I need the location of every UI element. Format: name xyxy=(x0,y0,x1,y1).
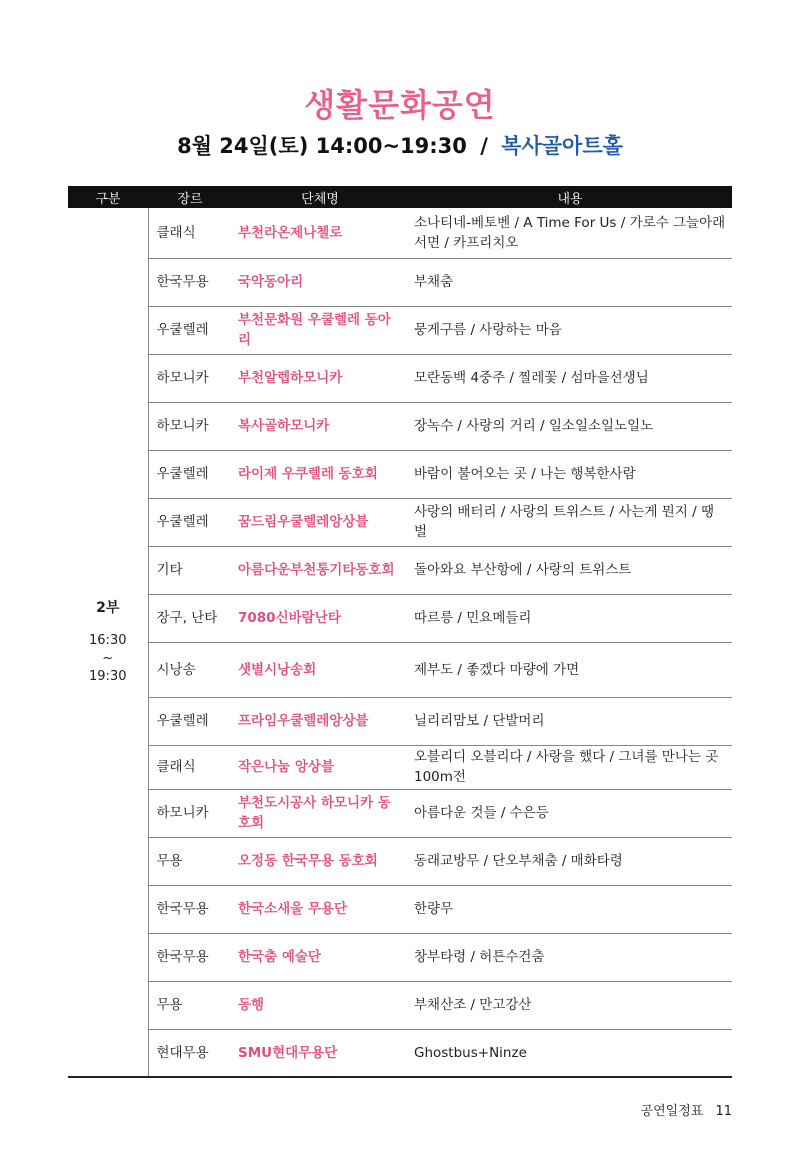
genre-cell: 하모니카 xyxy=(148,402,232,450)
group-name-cell: SMU현대무용단 xyxy=(232,1029,408,1077)
event-venue: 복사골아트홀 xyxy=(501,134,623,158)
genre-cell: 한국무용 xyxy=(148,258,232,306)
content-cell: 뭉게구름 / 사랑하는 마음 xyxy=(408,306,732,354)
group-name-cell: 오정동 한국무용 동호회 xyxy=(232,837,408,885)
genre-cell: 하모니카 xyxy=(148,354,232,402)
table-row xyxy=(68,498,732,546)
group-name-cell: 복사골하모니카 xyxy=(232,402,408,450)
group-name-cell: 부천도시공사 하모니카 동호회 xyxy=(232,789,408,837)
table-row xyxy=(68,933,732,981)
group-name-cell: 라이제 우쿠렐레 동호회 xyxy=(232,450,408,498)
group-name-cell: 한국춤 예술단 xyxy=(232,933,408,981)
page-number: 11 xyxy=(715,1104,732,1119)
content-cell: 사랑의 배터리 / 사랑의 트위스트 / 사는게 뭔지 / 땡벌 xyxy=(408,498,732,546)
group-name-cell: 작은나눔 앙상블 xyxy=(232,745,408,789)
genre-cell: 한국무용 xyxy=(148,933,232,981)
event-date-time: 8월 24일(토) 14:00~19:30 xyxy=(177,134,467,158)
genre-cell: 시낭송 xyxy=(148,642,232,697)
genre-cell: 기타 xyxy=(148,546,232,594)
part-label: 2부 xyxy=(96,600,120,616)
content-cell: 부채춤 xyxy=(408,258,732,306)
table-row xyxy=(68,450,732,498)
genre-cell: 우쿨렐레 xyxy=(148,450,232,498)
content-cell: 닐리리맘보 / 단발머리 xyxy=(408,697,732,745)
genre-cell: 현대무용 xyxy=(148,1029,232,1077)
content-cell: 제부도 / 좋겠다 마량에 가면 xyxy=(408,642,732,697)
group-name-cell: 아름다운부천통기타동호회 xyxy=(232,546,408,594)
table-row xyxy=(68,208,732,258)
table-row xyxy=(68,885,732,933)
footer-label: 공연일정표 xyxy=(640,1104,704,1119)
group-name-cell: 프라임우쿨렐레앙상블 xyxy=(232,697,408,745)
schedule-table xyxy=(68,186,732,1078)
table-row xyxy=(68,789,732,837)
group-name-cell: 부천문화원 우쿨렐레 동아리 xyxy=(232,306,408,354)
group-name-cell: 샛별시낭송회 xyxy=(232,642,408,697)
event-subtitle xyxy=(0,130,800,160)
group-name-cell: 국악동아리 xyxy=(232,258,408,306)
column-header-division: 구분 xyxy=(68,186,148,208)
part-time-tilde: ~ xyxy=(102,651,114,666)
table-row xyxy=(68,697,732,745)
table-row xyxy=(68,258,732,306)
content-cell: Ghostbus+Ninze xyxy=(408,1029,732,1077)
group-name-cell: 동행 xyxy=(232,981,408,1029)
table-row xyxy=(68,402,732,450)
genre-cell: 한국무용 xyxy=(148,885,232,933)
genre-cell: 무용 xyxy=(148,981,232,1029)
part-end-time: 19:30 xyxy=(89,669,127,684)
content-cell: 동래교방무 / 단오부채춤 / 매화타령 xyxy=(408,837,732,885)
table-row xyxy=(68,1029,732,1077)
table-row xyxy=(68,306,732,354)
content-cell: 돌아와요 부산항에 / 사랑의 트위스트 xyxy=(408,546,732,594)
schedule-body xyxy=(68,208,732,1077)
content-cell: 따르릉 / 민요메들리 xyxy=(408,594,732,642)
subtitle-separator: / xyxy=(480,134,488,158)
table-row xyxy=(68,354,732,402)
column-header-group: 단체명 xyxy=(232,186,408,208)
part-cell xyxy=(68,208,148,1077)
content-cell: 소나티네-베토벤 / A Time For Us / 가로수 그늘아래 서면 / 카프리치오 xyxy=(408,208,732,258)
table-header-row xyxy=(68,186,732,208)
content-cell: 한량무 xyxy=(408,885,732,933)
genre-cell: 우쿨렐레 xyxy=(148,306,232,354)
table-row xyxy=(68,745,732,789)
genre-cell: 클래식 xyxy=(148,745,232,789)
genre-cell: 우쿨렐레 xyxy=(148,697,232,745)
content-cell: 부채산조 / 만고강산 xyxy=(408,981,732,1029)
content-cell: 아름다운 것들 / 수은등 xyxy=(408,789,732,837)
table-row xyxy=(68,546,732,594)
group-name-cell: 7080신바람난타 xyxy=(232,594,408,642)
genre-cell: 하모니카 xyxy=(148,789,232,837)
page-footer xyxy=(641,1100,732,1119)
content-cell: 창부타령 / 허튼수건춤 xyxy=(408,933,732,981)
table-row xyxy=(68,642,732,697)
table-row xyxy=(68,837,732,885)
content-cell: 바람이 불어오는 곳 / 나는 행복한사람 xyxy=(408,450,732,498)
content-cell: 모란동백 4중주 / 찔레꽃 / 섬마을선생님 xyxy=(408,354,732,402)
genre-cell: 우쿨렐레 xyxy=(148,498,232,546)
group-name-cell: 부천라온제나첼로 xyxy=(232,208,408,258)
page-title: 생활문화공연 xyxy=(304,86,496,124)
content-cell: 오블리디 오블리다 / 사랑을 했다 / 그녀를 만나는 곳 100m전 xyxy=(408,745,732,789)
genre-cell: 장구, 난타 xyxy=(148,594,232,642)
group-name-cell: 한국소새울 무용단 xyxy=(232,885,408,933)
group-name-cell: 꿈드림우쿨렐레앙상블 xyxy=(232,498,408,546)
table-row xyxy=(68,981,732,1029)
part-start-time: 16:30 xyxy=(89,633,127,648)
content-cell: 장녹수 / 사랑의 거리 / 일소일소일노일노 xyxy=(408,402,732,450)
column-header-content: 내용 xyxy=(408,186,732,208)
table-row xyxy=(68,594,732,642)
column-header-genre: 장르 xyxy=(148,186,232,208)
group-name-cell: 부천알렙하모니카 xyxy=(232,354,408,402)
genre-cell: 무용 xyxy=(148,837,232,885)
genre-cell: 클래식 xyxy=(148,208,232,258)
